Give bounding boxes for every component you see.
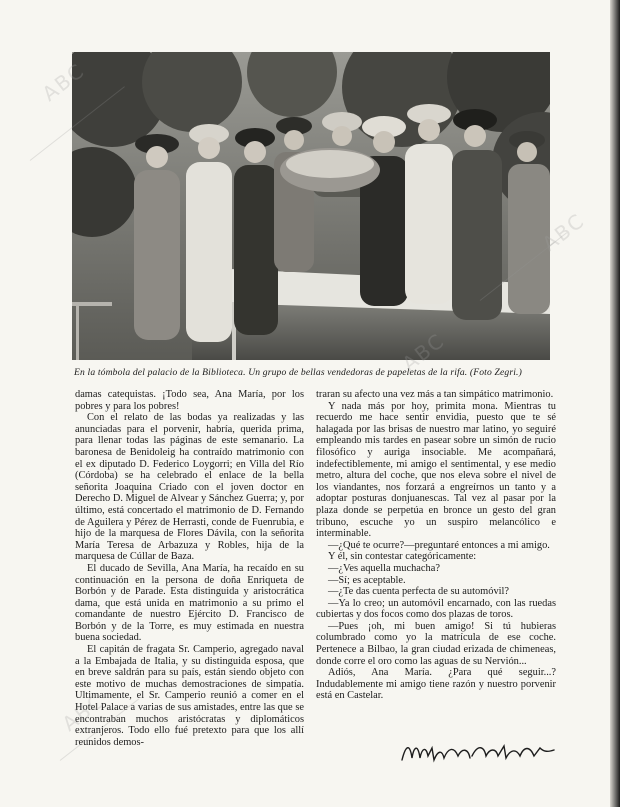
signature-icon <box>398 738 558 768</box>
paragraph: Y nada más por hoy, primita mona. Mientras tu recuerdo me hace sentir envidia, puesto que te sé halagada por las brisas de nuestro mar latino, yo seguiré empleando mis tardes en pasear sobre un simón de rucio filosófico y auriga insociable. Me acompañará, indefectiblemente, mi amigo el sentimental, y ese medio metro, altura del coche, que nos eleva sobre el nivel de los viandantes, nos forzará a engreírnos un tanto y a adoptar posturas donjuanescas. Tal vez al pasar por la plaza donde se perpetúa en bronce un gesto del gran tribuno, escuche yo un suspiro melancólico e interminable. <box>316 400 556 540</box>
dialogue-line: —¿Te das cuenta perfecta de su automóvil? <box>328 586 510 598</box>
watermark: ABC <box>537 208 590 256</box>
paragraph: El capitán de fragata Sr. Camperio, agregado naval a la Embajada de Italia, y su distinguida esposa, que en breve saldrán para su país, están siendo objeto con este motivo de muchas demostraciones de simpatía. Ultimamente, el Sr. Camperio reunió a comer en el Hotel Palace a varias de sus amistades, entre las que se encontraban muchos aristócratas y diplomáticos extranjeros. Todo ello fué pretexto para que los allí reunidos demos- <box>75 644 304 748</box>
dialogue-line: —¿Ves aquella muchacha? <box>328 562 440 574</box>
dialogue-line: —¿Qué te ocurre?—preguntaré entonces a mi amigo. <box>328 539 550 551</box>
paragraph: traran su afecto una vez más a tan simpático matrimonio. <box>316 389 554 400</box>
dialogue-line: —Ya lo creo; un automóvil encarnado, con las ruedas cubiertas y dos focos como dos plazas de toros. <box>316 597 556 621</box>
watermark: ABC <box>397 328 450 376</box>
dialogue-line: —Pues ¡oh, mi buen amigo! Si tú hubieras columbrado como yo la matrícula de ese coche. Pertenece a Bilbao, la gran ciudad erizada de chimeneas, donde corre el oro como las aguas de su Nervión... <box>316 620 556 667</box>
paragraph: damas catequistas. ¡Todo sea, Ana María, por los pobres y para los pobres! <box>75 389 304 412</box>
watermark: ABC <box>57 688 110 736</box>
handwritten-signature <box>398 738 558 768</box>
article-left-column <box>75 389 304 748</box>
paragraph: Adiós, Ana María. ¿Para qué seguir...? Indudablemente mi amigo tiene razón y nuestro porvenir está en Castelar. <box>316 667 556 702</box>
article-right-column <box>316 389 556 702</box>
photo-caption: En la tómbola del palacio de la Biblioteca. Un grupo de bellas vendedoras de papeletas de la rifa. (Foto Zegri.) <box>74 367 522 378</box>
photo-group-of-women <box>72 52 550 360</box>
paragraph: Con el relato de las bodas ya realizadas y las anunciadas para el porvenir, habría, querida prima, para llenar todas las páginas de este semanario. La baronesa de Benidoleig ha contraído matrimonio con el ex diputado D. Federico Loygorri; en Villa del Río (Córdoba) se ha celebrado el enlace de la bella señorita Joaquina Criado con el joven doctor en Derecho D. Miguel de Alvear y Sánchez Guerra; y, por último, está concertado el matrimonio de D. Fernando de Aguilera y Pérez de Herrasti, conde de Fuenrubia, e hijo de la marquesa de Flores Dávila, con la señorita María Teresa de Arbazuza y Robles, hija de la marquesa de Cúllar de Baza. <box>75 412 304 563</box>
paragraph: Y él, sin contestar categóricamente: <box>328 551 477 563</box>
page-edge-shadow <box>610 0 620 807</box>
dialogue-line: —Sí; es aceptable. <box>328 574 406 586</box>
watermark: ABC <box>37 58 90 106</box>
paragraph: El ducado de Sevilla, Ana María, ha recaído en su continuación en la persona de doña Enriqueta de Borbón y de Parade. Esta distinguida y aristocrática dama, que está unida en matrimonio a su primo el comandante de nuestro Ejército D. Francisco de Borbón y de la Torre, es muy estimada en nuestra buena sociedad. <box>75 562 304 644</box>
photo-icon <box>72 52 550 360</box>
